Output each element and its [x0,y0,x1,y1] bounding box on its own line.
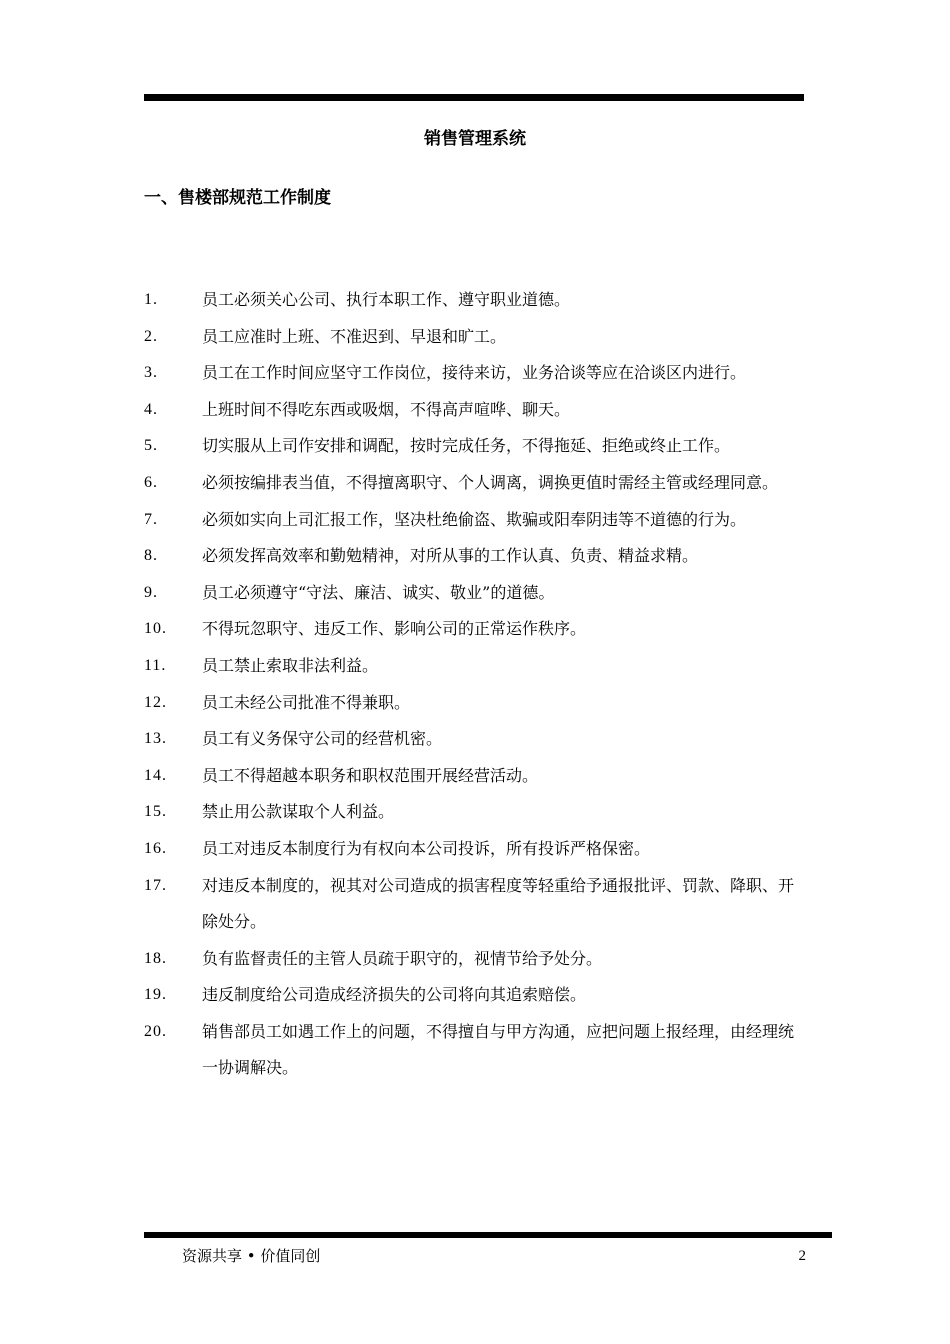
list-item-text: 负有监督责任的主管人员疏于职守的，视情节给予处分。 [202,948,603,968]
list-item [144,611,844,648]
list-item-number: 11. [144,656,167,674]
list-item [144,648,844,685]
document-title: 销售管理系统 [424,129,526,149]
list-item-number: 4. [144,400,158,418]
footer-rule [144,1232,832,1238]
list-item-text: 必须如实向上司汇报工作，坚决杜绝偷盗、欺骗或阳奉阴违等不道德的行为。 [202,509,747,529]
list-item-number: 19. [144,986,167,1004]
list-item-text: 员工对违反本制度行为有权向本公司投诉，所有投诉严格保密。 [202,838,651,858]
list-item-number: 18. [144,949,167,967]
list-item [144,685,844,722]
list-item-number: 15. [144,803,167,821]
list-item [144,465,844,502]
footer-slogan: 资源共享 • 价值同创 [182,1247,321,1265]
list-item-text: 禁止用公款谋取个人利益。 [202,802,395,822]
list-item-text: 切实服从上司作安排和调配，按时完成任务，不得拖延、拒绝或终止工作。 [202,436,731,456]
list-item [144,428,844,465]
list-item-text: 员工必须关心公司、执行本职工作、遵守职业道德。 [202,290,571,309]
list-item-text: 员工禁止索取非法利益。 [202,655,379,675]
list-item-text: 员工应准时上班、不准迟到、早退和旷工。 [202,326,507,346]
list-item [144,502,844,539]
list-item-number: 12. [144,693,167,711]
section-heading: 一、售楼部规范工作制度 [144,188,331,208]
list-item-text: 违反制度给公司造成经济损失的公司将向其追索赔偿。 [202,985,587,1005]
list-item-text: 员工不得超越本职务和职权范围开展经营活动。 [202,765,539,785]
list-item [144,794,844,831]
list-item-number: 8. [144,547,158,565]
list-item-text: 对违反本制度的，视其对公司造成的损害程度等轻重给予通报批评、罚款、降职、开除处分。 [202,875,795,932]
list-item-text: 上班时间不得吃东西或吸烟，不得高声喧哗、聊天。 [202,399,571,419]
list-item [144,977,844,1014]
list-item-number: 14. [144,766,167,784]
list-item [144,868,844,941]
list-item [144,282,844,319]
list-item [144,575,844,612]
list-item [144,355,844,392]
list-item-number: 20. [144,1022,167,1040]
list-item [144,319,844,356]
list-item-number: 6. [144,473,158,491]
list-item [144,721,844,758]
list-item [144,1014,844,1087]
page-number: 2 [798,1248,806,1264]
list-item-number: 3. [144,364,158,382]
header-rule [144,94,804,101]
list-item-text: 不得玩忽职守、违反工作、影响公司的正常运作秩序。 [202,619,587,639]
list-item-text: 员工未经公司批准不得兼职。 [202,692,411,712]
list-item-text: 员工必须遵守“守法、廉洁、诚实、敬业”的道德。 [202,582,555,602]
list-item-number: 10. [144,620,167,638]
list-item-number: 17. [144,876,167,894]
list-item-number: 1. [144,291,158,308]
list-item-number: 2. [144,327,158,345]
list-item-text: 员工有义务保守公司的经营机密。 [202,729,443,749]
list-item-text: 必须按编排表当值，不得擅离职守、个人调离，调换更值时需经主管或经理同意。 [202,472,779,492]
list-item-text: 销售部员工如遇工作上的问题，不得擅自与甲方沟通，应把问题上报经理，由经理统一协调解决。 [202,1021,795,1078]
list-item-number: 9. [144,583,158,601]
rules-list [144,282,844,1087]
list-item [144,758,844,795]
list-item [144,392,844,429]
list-item-text: 必须发挥高效率和勤勉精神，对所从事的工作认真、负责、精益求精。 [202,546,699,566]
list-item [144,538,844,575]
list-item-number: 7. [144,510,158,528]
list-item-number: 13. [144,730,167,748]
list-item [144,941,844,978]
list-item [144,831,844,868]
list-item-number: 5. [144,437,158,455]
list-item-number: 16. [144,839,167,857]
list-item-text: 员工在工作时间应坚守工作岗位，接待来访，业务洽谈等应在洽谈区内进行。 [202,363,747,383]
